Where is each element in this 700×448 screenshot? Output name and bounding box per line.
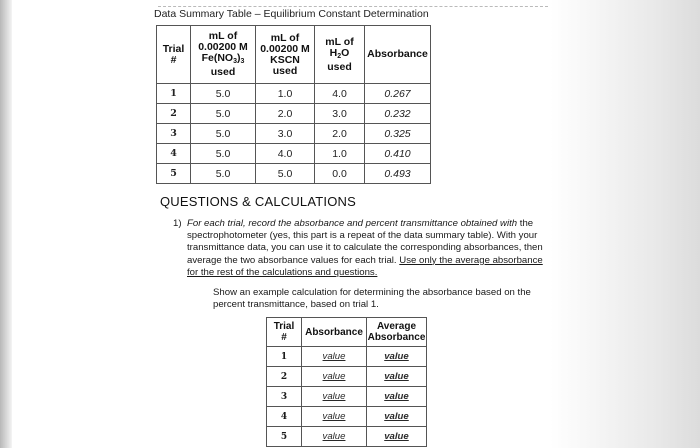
data-summary-table (156, 25, 431, 184)
page-edge-shadow-left (0, 0, 12, 448)
table-row: 3 value value (267, 387, 427, 407)
absorbance-value-field[interactable]: value (302, 427, 367, 447)
table-row: 4 value value (267, 407, 427, 427)
absorbance-value-field[interactable]: value (302, 407, 367, 427)
absorbance-value-field[interactable]: value (302, 367, 367, 387)
absorbance-value-field[interactable]: value (302, 387, 367, 407)
average-value-field[interactable]: value (367, 347, 427, 367)
header-trial: Trial # (157, 26, 191, 84)
table-row: 4 5.0 4.0 1.0 0.410 (157, 144, 431, 164)
question-text (187, 218, 545, 279)
question-body-text: the spectrophotometer (yes, this part is a repeat of the data summary table). With your transmittance data, you can use it to calculate the corresponding absorbances, then average the two absorbance values for each trial. (187, 218, 543, 266)
question-italic-text: For each trial, record the absorbance and percent transmittance obtained with (187, 218, 518, 229)
calc-header-average: Average Absorbance (367, 318, 427, 347)
section-heading: QUESTIONS & CALCULATIONS (160, 194, 356, 209)
table-row: 1 value value (267, 347, 427, 367)
calc-header-absorbance: Absorbance (302, 318, 367, 347)
table-row: 5 5.0 5.0 0.0 0.493 (157, 164, 431, 184)
calculation-table (266, 317, 427, 447)
header-water-volume: mL of $H_2O$ used (315, 26, 365, 84)
table-row: 2 value value (267, 367, 427, 387)
page-title: Data Summary Table – Equilibrium Constant Determination (154, 8, 429, 20)
header-fe-volume: mL of 0.00200 M $Fe(NO_3)_3$ used (191, 26, 256, 84)
calculation-instruction: Show an example calculation for determining the absorbance based on the percent transmittance, based on trial 1. (213, 287, 531, 310)
summary-header-row (157, 26, 431, 84)
question-underlined-text: Use only the average absorbance for the rest of the calculations and questions. (187, 254, 543, 278)
average-value-field[interactable]: value (367, 387, 427, 407)
table-row: 3 5.0 3.0 2.0 0.325 (157, 124, 431, 144)
table-row: 1 5.0 1.0 4.0 0.267 (157, 84, 431, 104)
average-value-field[interactable]: value (367, 367, 427, 387)
calc-header-row (267, 318, 427, 347)
header-absorbance: Absorbance (365, 26, 431, 84)
header-kscn-volume: mL of 0.00200 M KSCN used (256, 26, 315, 84)
absorbance-value-field[interactable]: value (302, 347, 367, 367)
table-row: 5 value value (267, 427, 427, 447)
average-value-field[interactable]: value (367, 427, 427, 447)
average-value-field[interactable]: value (367, 407, 427, 427)
top-edge-line (158, 0, 548, 7)
page-edge-shadow-right (550, 0, 700, 448)
table-row: 2 5.0 2.0 3.0 0.232 (157, 104, 431, 124)
calc-header-trial: Trial # (267, 318, 302, 347)
question-number: 1) (173, 218, 182, 229)
question-1 (173, 218, 545, 279)
